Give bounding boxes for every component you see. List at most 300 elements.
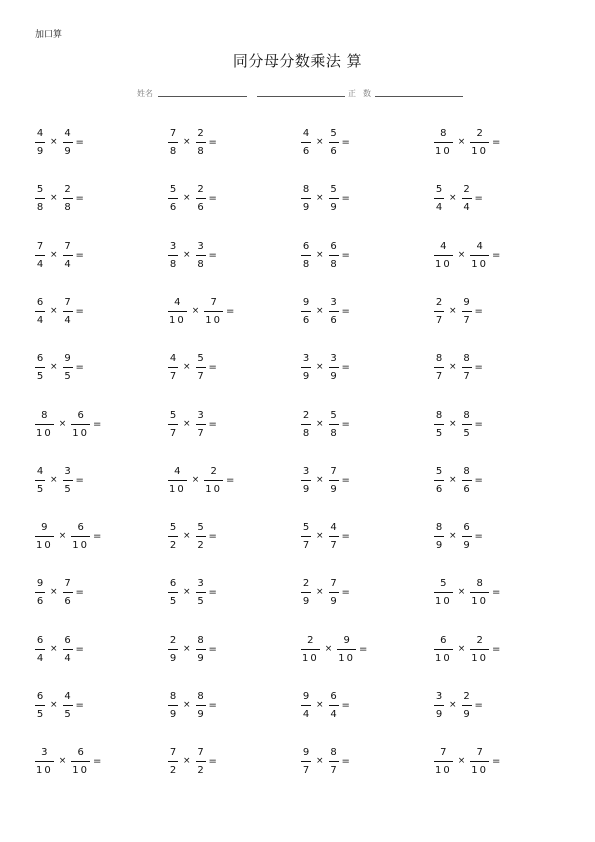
denominator: 9 [36, 145, 44, 157]
first-fraction [434, 521, 444, 552]
equals-sign: = [93, 530, 102, 542]
fraction-bar [462, 367, 472, 368]
numerator: 2 [169, 634, 177, 646]
multiply-sign: × [316, 419, 324, 429]
first-fraction [434, 465, 444, 496]
fraction-bar [329, 255, 339, 256]
denominator: 10 [435, 258, 452, 270]
fraction-bar [63, 311, 73, 312]
numerator: 2 [463, 183, 470, 195]
numerator: 6 [36, 690, 44, 702]
multiply-sign: × [457, 756, 466, 766]
numerator: 2 [476, 634, 483, 646]
equals-sign: = [474, 305, 483, 317]
second-fraction [63, 465, 73, 496]
fraction-bar [196, 705, 206, 706]
blank-line[interactable] [257, 96, 345, 97]
numerator: 8 [440, 127, 447, 139]
numerator: 6 [330, 690, 337, 702]
equals-sign: = [208, 136, 217, 148]
denominator: 7 [330, 539, 337, 551]
fraction-bar [196, 536, 206, 537]
denominator: 9 [435, 539, 443, 551]
denominator: 10 [72, 539, 90, 551]
math-problem [168, 404, 217, 444]
numerator: 6 [440, 634, 447, 646]
fraction-bar [301, 761, 311, 762]
first-fraction [434, 127, 453, 158]
fraction-bar [329, 198, 339, 199]
numerator: 7 [476, 746, 483, 758]
equals-sign: = [208, 699, 217, 711]
multiply-sign: × [183, 193, 191, 203]
numerator: 8 [476, 577, 483, 589]
equals-sign: = [474, 418, 483, 430]
second-fraction [196, 634, 206, 665]
multiply-sign: × [324, 644, 333, 654]
equals-sign: = [492, 586, 501, 598]
denominator: 7 [435, 370, 443, 382]
fraction-bar [63, 142, 73, 143]
numerator: 9 [343, 634, 350, 646]
multiply-sign: × [449, 362, 457, 372]
math-problem [168, 685, 217, 725]
denominator: 7 [197, 370, 204, 382]
first-fraction [168, 183, 178, 214]
first-fraction [35, 634, 45, 665]
denominator: 7 [302, 764, 310, 776]
numerator: 8 [169, 690, 177, 702]
math-problem [168, 460, 234, 500]
multiply-sign: × [449, 475, 457, 485]
denominator: 4 [302, 708, 310, 720]
multiply-sign: × [50, 700, 58, 710]
fraction-bar [35, 142, 45, 143]
numerator: 5 [440, 577, 447, 589]
math-problem [35, 122, 84, 162]
equals-sign: = [208, 530, 217, 542]
denominator: 5 [435, 427, 443, 439]
fraction-bar [71, 424, 90, 425]
fraction-bar [434, 649, 453, 650]
first-fraction [35, 183, 45, 214]
denominator: 4 [64, 652, 71, 664]
fraction-bar [196, 592, 206, 593]
equals-sign: = [208, 418, 217, 430]
equals-sign: = [75, 305, 84, 317]
numerator: 5 [302, 521, 310, 533]
fraction-bar [35, 480, 45, 481]
worksheet-header-label: 加口算 [35, 30, 63, 40]
second-fraction [196, 577, 206, 608]
first-fraction [301, 465, 311, 496]
fraction-bar [35, 536, 54, 537]
multiply-sign: × [316, 531, 324, 541]
denominator: 7 [169, 370, 177, 382]
fraction-bar [168, 424, 178, 425]
numerator: 8 [41, 409, 48, 421]
fraction-bar [434, 142, 453, 143]
fraction-bar [301, 480, 311, 481]
numerator: 8 [197, 690, 204, 702]
denominator: 6 [169, 201, 177, 213]
multiply-sign: × [457, 137, 466, 147]
math-problem [301, 347, 350, 387]
numerator: 8 [197, 634, 204, 646]
math-problem [35, 291, 84, 331]
multiply-sign: × [183, 644, 191, 654]
numerator: 3 [169, 240, 177, 252]
multiply-sign: × [183, 700, 191, 710]
equals-sign: = [208, 586, 217, 598]
denominator: 4 [463, 201, 470, 213]
equals-sign: = [208, 361, 217, 373]
fraction-bar [434, 255, 453, 256]
equals-sign: = [341, 305, 350, 317]
numerator: 9 [463, 296, 470, 308]
denominator: 8 [64, 201, 71, 213]
numerator: 8 [302, 183, 310, 195]
second-fraction [71, 409, 90, 440]
name-blank-line[interactable] [158, 96, 247, 97]
denominator: 6 [302, 145, 310, 157]
denominator: 8 [169, 145, 177, 157]
numerator: 6 [77, 409, 84, 421]
multiply-sign: × [316, 306, 324, 316]
second-fraction [470, 240, 489, 271]
numerator: 8 [463, 465, 470, 477]
fraction-bar [196, 142, 206, 143]
fraction-bar [434, 536, 444, 537]
fraction-bar [434, 592, 453, 593]
math-problem [434, 629, 500, 669]
denominator: 9 [435, 708, 443, 720]
second-fraction [462, 409, 472, 440]
math-problem [434, 235, 500, 275]
math-problem [434, 460, 483, 500]
second-fraction [196, 521, 206, 552]
multiply-sign: × [183, 756, 191, 766]
fraction-bar [204, 480, 223, 481]
second-fraction [63, 634, 73, 665]
first-fraction [168, 746, 178, 777]
equals-sign: = [226, 474, 235, 486]
name-label: 姓名 [137, 89, 153, 98]
denominator: 10 [205, 483, 223, 495]
multiply-sign: × [183, 250, 191, 260]
multiply-sign: × [191, 475, 200, 485]
denominator: 4 [36, 258, 44, 270]
equals-sign: = [93, 755, 102, 767]
equals-sign: = [474, 474, 483, 486]
math-problem [301, 685, 350, 725]
denominator: 9 [197, 708, 204, 720]
multiply-sign: × [50, 137, 58, 147]
numerator: 8 [463, 352, 470, 364]
denominator: 10 [471, 652, 489, 664]
numerator: 4 [64, 127, 71, 139]
second-fraction [329, 352, 339, 383]
equals-sign: = [75, 699, 84, 711]
fraction-bar [63, 255, 73, 256]
numerator: 5 [197, 352, 204, 364]
second-fraction [329, 127, 339, 158]
denominator: 10 [435, 595, 452, 607]
multiply-sign: × [316, 137, 324, 147]
fraction-bar [301, 255, 311, 256]
second-fraction [196, 127, 206, 158]
numerator: 6 [330, 240, 337, 252]
fraction-bar [168, 255, 178, 256]
equals-sign: = [75, 249, 84, 261]
denominator: 9 [463, 539, 470, 551]
fraction-bar [196, 367, 206, 368]
equals-sign: = [75, 586, 84, 598]
fraction-bar [462, 705, 472, 706]
equals-sign: = [208, 643, 217, 655]
second-fraction [204, 296, 223, 327]
denominator: 4 [330, 708, 337, 720]
denominator: 5 [36, 483, 44, 495]
denominator: 10 [471, 145, 489, 157]
numerator: 5 [330, 183, 337, 195]
denominator: 7 [169, 427, 177, 439]
multiply-sign: × [58, 419, 67, 429]
second-fraction [196, 183, 206, 214]
numerator: 6 [77, 521, 84, 533]
numerator: 4 [476, 240, 483, 252]
denominator: 9 [330, 370, 337, 382]
second-fraction [470, 634, 489, 665]
math-problem [168, 629, 217, 669]
fraction-bar [329, 536, 339, 537]
denominator: 10 [302, 652, 319, 664]
math-problem [35, 235, 84, 275]
math-problem [35, 516, 101, 556]
numerator: 9 [302, 296, 310, 308]
second-fraction [329, 521, 339, 552]
score-blank-line[interactable] [375, 96, 463, 97]
numerator: 8 [435, 352, 443, 364]
denominator: 5 [64, 708, 71, 720]
multiply-sign: × [457, 250, 466, 260]
fraction-bar [462, 536, 472, 537]
first-fraction [35, 240, 45, 271]
numerator: 7 [36, 240, 44, 252]
denominator: 10 [435, 652, 452, 664]
second-fraction [329, 690, 339, 721]
first-fraction [434, 634, 453, 665]
first-fraction [301, 296, 311, 327]
equals-sign: = [93, 418, 102, 430]
numerator: 7 [64, 577, 71, 589]
first-fraction [168, 296, 187, 327]
denominator: 10 [36, 764, 53, 776]
math-problem [301, 178, 350, 218]
numerator: 8 [435, 409, 443, 421]
numerator: 9 [36, 577, 44, 589]
numerator: 6 [64, 634, 71, 646]
fraction-bar [470, 142, 489, 143]
denominator: 5 [64, 370, 71, 382]
numerator: 3 [330, 352, 337, 364]
numerator: 2 [435, 296, 443, 308]
fraction-bar [462, 311, 472, 312]
numerator: 7 [330, 465, 337, 477]
denominator: 6 [435, 483, 443, 495]
multiply-sign: × [457, 644, 466, 654]
numerator: 7 [440, 746, 447, 758]
fraction-bar [196, 198, 206, 199]
equals-sign: = [492, 755, 501, 767]
first-fraction [301, 409, 311, 440]
numerator: 3 [302, 352, 310, 364]
numerator: 5 [36, 183, 44, 195]
equals-sign: = [75, 643, 84, 655]
first-fraction [301, 240, 311, 271]
fraction-bar [301, 424, 311, 425]
fraction-bar [434, 761, 453, 762]
denominator: 2 [197, 764, 204, 776]
fraction-bar [434, 705, 444, 706]
fraction-bar [35, 311, 45, 312]
denominator: 10 [169, 314, 186, 326]
math-problem [301, 629, 367, 669]
first-fraction [35, 352, 45, 383]
fraction-bar [337, 649, 356, 650]
equals-sign: = [75, 361, 84, 373]
denominator: 8 [197, 145, 204, 157]
numerator: 2 [307, 634, 314, 646]
denominator: 6 [330, 145, 337, 157]
denominator: 10 [435, 145, 452, 157]
fraction-bar [71, 536, 90, 537]
math-problem [35, 178, 84, 218]
fraction-bar [168, 480, 187, 481]
fraction-bar [301, 142, 311, 143]
equals-sign: = [474, 361, 483, 373]
multiply-sign: × [191, 306, 200, 316]
numerator: 5 [330, 409, 337, 421]
score-label-2: 数 [363, 89, 371, 98]
first-fraction [434, 296, 444, 327]
multiply-sign: × [449, 193, 457, 203]
fraction-bar [168, 761, 178, 762]
denominator: 5 [36, 708, 44, 720]
fraction-bar [301, 649, 320, 650]
denominator: 10 [72, 764, 90, 776]
fraction-bar [35, 424, 54, 425]
denominator: 9 [330, 483, 337, 495]
first-fraction [301, 577, 311, 608]
fraction-bar [329, 480, 339, 481]
numerator: 4 [174, 465, 181, 477]
multiply-sign: × [316, 475, 324, 485]
fraction-bar [204, 311, 223, 312]
fraction-bar [63, 649, 73, 650]
numerator: 3 [330, 296, 337, 308]
fraction-bar [196, 424, 206, 425]
math-problem [35, 460, 84, 500]
multiply-sign: × [183, 587, 191, 597]
second-fraction [462, 690, 472, 721]
denominator: 9 [302, 483, 310, 495]
equals-sign: = [208, 755, 217, 767]
math-problem [168, 347, 217, 387]
equals-sign: = [341, 136, 350, 148]
math-problem [168, 572, 217, 612]
second-fraction [462, 465, 472, 496]
denominator: 5 [36, 370, 44, 382]
denominator: 9 [463, 708, 470, 720]
numerator: 7 [210, 296, 217, 308]
second-fraction [63, 127, 73, 158]
denominator: 9 [169, 708, 177, 720]
denominator: 9 [64, 145, 71, 157]
numerator: 7 [169, 746, 177, 758]
denominator: 7 [330, 764, 337, 776]
denominator: 9 [302, 595, 310, 607]
fraction-bar [63, 198, 73, 199]
multiply-sign: × [50, 362, 58, 372]
denominator: 7 [197, 427, 204, 439]
numerator: 2 [210, 465, 217, 477]
numerator: 2 [197, 183, 204, 195]
equals-sign: = [341, 192, 350, 204]
math-problem [301, 291, 350, 331]
second-fraction [462, 183, 472, 214]
second-fraction [63, 690, 73, 721]
fraction-bar [462, 198, 472, 199]
second-fraction [204, 465, 223, 496]
math-problem [35, 685, 84, 725]
numerator: 6 [463, 521, 470, 533]
fraction-bar [35, 198, 45, 199]
denominator: 5 [463, 427, 470, 439]
first-fraction [434, 352, 444, 383]
numerator: 9 [302, 746, 310, 758]
multiply-sign: × [316, 756, 324, 766]
multiply-sign: × [316, 362, 324, 372]
math-problem [301, 516, 350, 556]
math-problem [168, 516, 217, 556]
multiply-sign: × [183, 419, 191, 429]
fraction-bar [168, 311, 187, 312]
denominator: 4 [64, 314, 71, 326]
fraction-bar [301, 367, 311, 368]
fraction-bar [470, 649, 489, 650]
numerator: 5 [169, 409, 177, 421]
fraction-bar [35, 705, 45, 706]
denominator: 9 [330, 595, 337, 607]
numerator: 2 [302, 577, 310, 589]
second-fraction [329, 409, 339, 440]
first-fraction [35, 521, 54, 552]
denominator: 2 [169, 764, 177, 776]
first-fraction [168, 577, 178, 608]
fraction-bar [168, 592, 178, 593]
fraction-bar [196, 649, 206, 650]
equals-sign: = [341, 361, 350, 373]
first-fraction [434, 690, 444, 721]
denominator: 10 [72, 427, 90, 439]
second-fraction [63, 183, 73, 214]
denominator: 6 [36, 595, 44, 607]
score-label-1: 正 [348, 89, 356, 98]
first-fraction [168, 465, 187, 496]
multiply-sign: × [183, 137, 191, 147]
second-fraction [329, 296, 339, 327]
